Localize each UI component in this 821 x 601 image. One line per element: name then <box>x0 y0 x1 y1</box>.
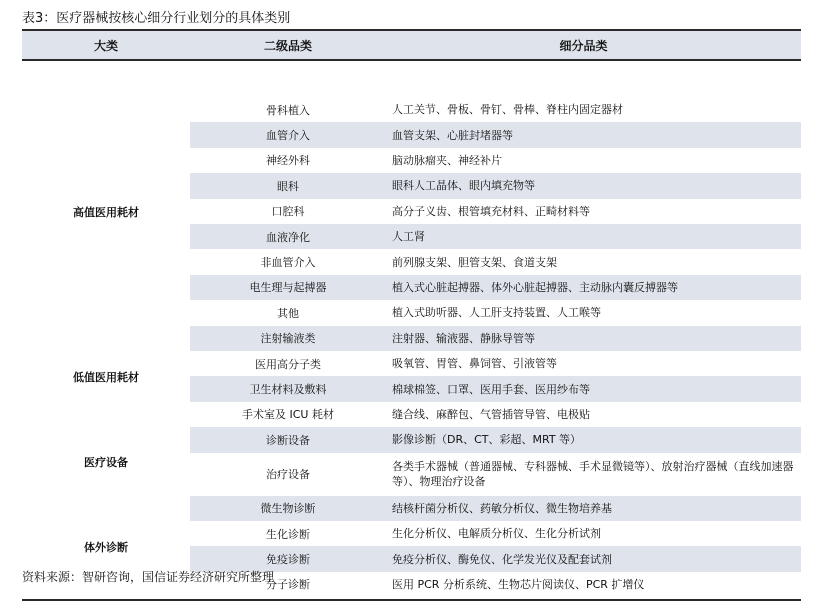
table-row <box>190 326 801 351</box>
detail-cell: 各类手术器械（普通器械、专科器械、手术显微镜等）、放射治疗器械（直线加速器等）、物理治疗设备 <box>392 460 794 489</box>
subcategory-cell: 卫生材料及敷料 <box>249 383 327 397</box>
detail-cell: 人工关节、骨板、骨钉、骨棒、脊柱内固定器材 <box>392 103 623 117</box>
subcategory-cell: 医用高分子类 <box>255 357 321 371</box>
detail-cell: 高分子义齿、根管填充材料、正畸材料等 <box>392 204 590 218</box>
subcategory-cell: 神经外科 <box>266 154 310 168</box>
category-label: 低值医用耗材 <box>73 371 139 385</box>
table-row <box>190 572 801 597</box>
table-row <box>190 122 801 147</box>
detail-cell: 植入式助听器、人工肝支持装置、人工喉等 <box>392 306 601 320</box>
subcategory-cell: 眼科 <box>277 179 299 193</box>
header-subcategory: 二级品类 <box>263 38 312 53</box>
subcategory-cell: 手术室及 ICU 耗材 <box>242 408 334 422</box>
detail-cell: 植入式心脏起搏器、体外心脏起搏器、主动脉内囊反搏器等 <box>392 280 678 294</box>
table-row <box>190 402 801 427</box>
table-row <box>190 199 801 224</box>
table-row <box>190 427 801 452</box>
subcategory-cell: 骨科植入 <box>266 103 310 117</box>
table-row <box>190 496 801 521</box>
table-row <box>190 351 801 376</box>
category-label: 高值医用耗材 <box>73 206 139 220</box>
detail-cell: 眼科人工晶体、眼内填充物等 <box>392 179 535 193</box>
subcategory-cell: 非血管介入 <box>260 256 316 270</box>
table-row <box>190 275 801 300</box>
detail-cell: 脑动脉瘤夹、神经补片 <box>392 153 502 167</box>
table-row <box>190 300 801 325</box>
detail-cell: 缝合线、麻醉包、气管插管导管、电极贴 <box>392 407 590 421</box>
table-row <box>190 97 801 122</box>
detail-cell: 注射器、输液器、静脉导管等 <box>392 331 535 345</box>
header-category: 大类 <box>93 38 118 53</box>
detail-cell: 生化分析仪、电解质分析仪、生化分析试剂 <box>392 527 601 541</box>
table-row <box>190 249 801 274</box>
subcategory-cell: 口腔科 <box>271 205 305 219</box>
table-row <box>190 376 801 401</box>
subcategory-cell: 治疗设备 <box>266 468 310 482</box>
subcategory-cell: 免疫诊断 <box>266 553 310 567</box>
subcategory-cell: 血液净化 <box>266 230 310 244</box>
detail-cell: 棉球棉签、口罩、医用手套、医用纱布等 <box>392 382 590 396</box>
table-row <box>190 521 801 546</box>
category-label: 医疗设备 <box>84 456 128 470</box>
table-header <box>22 29 801 61</box>
detail-cell: 血管支架、心脏封堵器等 <box>392 128 513 142</box>
table-row <box>190 224 801 249</box>
table-title: 表3：医疗器械按核心细分行业划分的具体类别 <box>22 11 291 26</box>
subcategory-cell: 其他 <box>277 306 299 320</box>
table-row <box>190 148 801 173</box>
subcategory-cell: 注射输液类 <box>260 332 316 346</box>
subcategory-cell: 生化诊断 <box>266 527 310 541</box>
subcategory-cell: 诊断设备 <box>266 433 310 447</box>
source-note: 资料来源：智研咨询，国信证券经济研究所整理 <box>22 570 275 584</box>
subcategory-cell: 微生物诊断 <box>260 502 316 516</box>
detail-cell: 免疫分析仪、酶免仪、化学发光仪及配套试剂 <box>392 552 612 566</box>
subcategory-cell: 电生理与起搏器 <box>249 281 327 295</box>
subcategory-cell: 血管介入 <box>266 129 310 143</box>
table-row <box>190 546 801 571</box>
detail-cell: 结核杆菌分析仪、药敏分析仪、微生物培养基 <box>392 501 612 515</box>
detail-cell: 人工肾 <box>392 230 425 244</box>
detail-cell: 医用 PCR 分析系统、生物芯片阅读仪、PCR 扩增仪 <box>392 577 645 591</box>
subcategory-cell: 分子诊断 <box>266 578 310 592</box>
header-detail: 细分品类 <box>559 38 608 53</box>
detail-cell: 影像诊断（DR、CT、彩超、MRT 等） <box>392 433 582 447</box>
detail-cell: 前列腺支架、胆管支架、食道支架 <box>392 255 557 269</box>
detail-cell: 吸氧管、胃管、鼻饲管、引液管等 <box>392 357 557 371</box>
category-label: 体外诊断 <box>84 541 128 555</box>
table-row <box>190 173 801 198</box>
table-row <box>190 453 801 496</box>
